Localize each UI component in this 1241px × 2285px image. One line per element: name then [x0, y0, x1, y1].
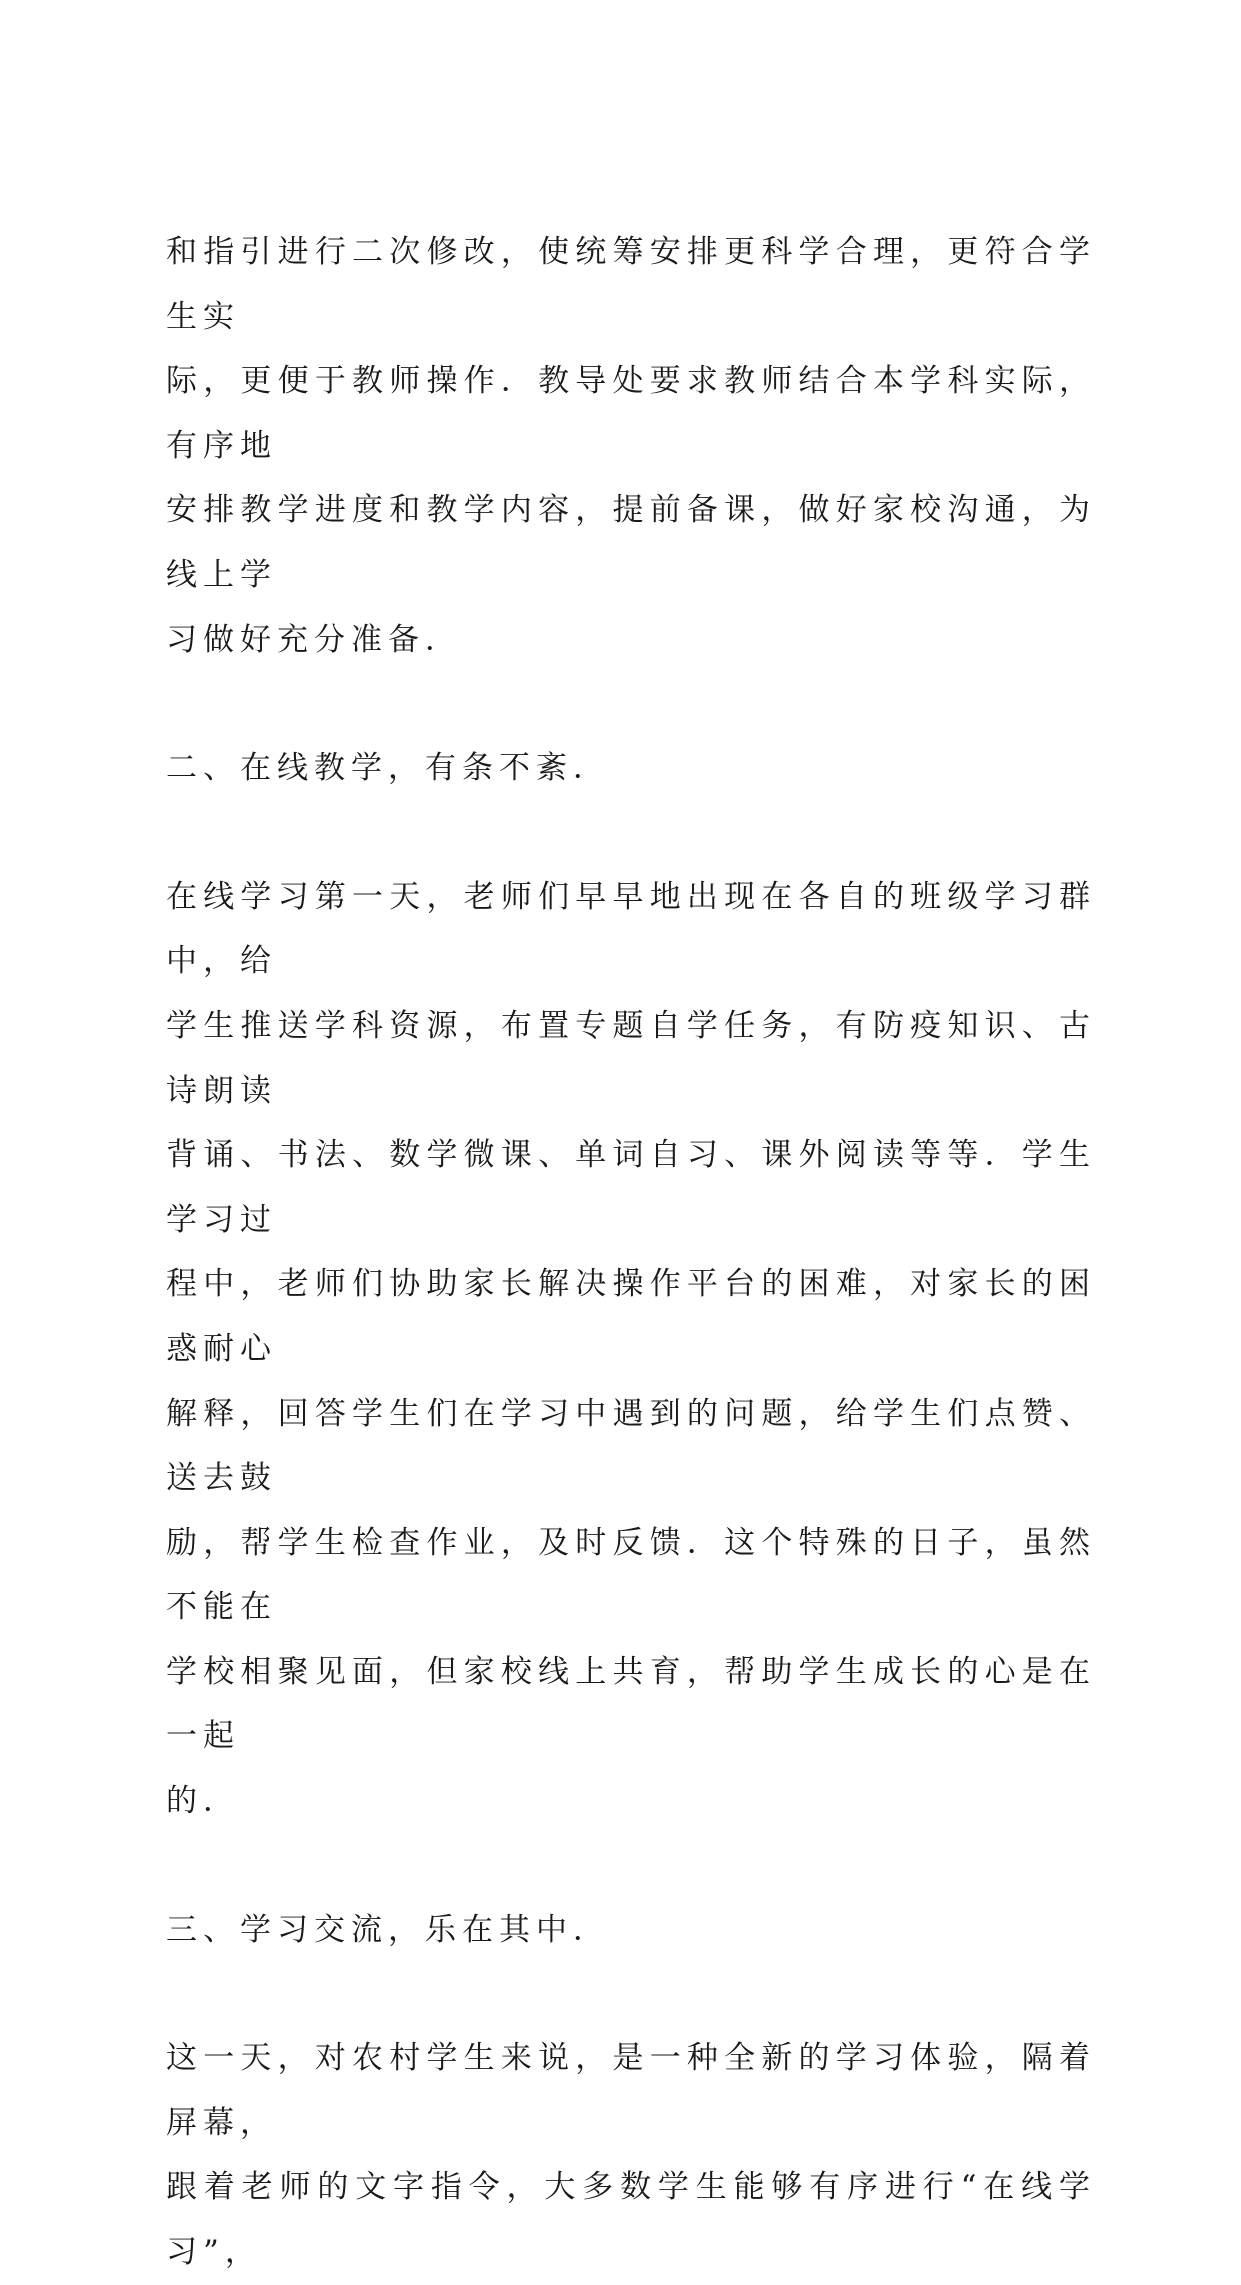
paragraph-learning-exchange	[166, 2026, 1096, 2284]
text-line: 学校相聚见面，但家校线上共育，帮助学生成长的心是在一起	[166, 1653, 1096, 1755]
paragraph-gap	[166, 672, 1096, 736]
paragraph-continuation	[166, 220, 1096, 672]
section-heading-2: 二、在线教学，有条不紊．	[166, 750, 610, 787]
text-line: 习做好充分准备．	[166, 621, 462, 658]
paragraph-online-teaching	[166, 865, 1096, 1834]
text-line: 际，更便于教师操作．教导处要求教师结合本学科实际，有序地	[166, 363, 1096, 464]
text-line: 跟着老师的文字指令，大多数学生能够有序进行“在线学习”，	[166, 2169, 1096, 2271]
paragraph-gap	[166, 801, 1096, 865]
text-line: 程中，老师们协助家长解决操作平台的困难，对家长的困惑耐心	[166, 1266, 1096, 1367]
text-line: 的．	[166, 1783, 240, 1820]
text-line: 和指引进行二次修改，使统筹安排更科学合理，更符合学生实	[166, 234, 1096, 335]
text-line: 背诵、书法、数学微课、单词自习、课外阅读等等．学生学习过	[166, 1137, 1096, 1238]
text-line: 学生推送学科资源，布置专题自学任务，有防疫知识、古诗朗读	[166, 1007, 1096, 1109]
text-line: 这一天，对农村学生来说，是一种全新的学习体验，隔着屏幕，	[166, 2040, 1096, 2141]
text-line: 励，帮学生检查作业，及时反馈．这个特殊的日子，虽然不能在	[166, 1524, 1096, 1626]
paragraph-gap	[166, 1962, 1096, 2026]
section-heading-3: 三、学习交流，乐在其中．	[166, 1911, 610, 1948]
text-line: 在线学习第一天，老师们早早地出现在各自的班级学习群中，给	[166, 878, 1096, 980]
text-line: 安排教学进度和教学内容，提前备课，做好家校沟通，为线上学	[166, 492, 1096, 593]
paragraph-gap	[166, 1834, 1096, 1898]
text-line: 解释，回答学生们在学习中遇到的问题，给学生们点赞、送去鼓	[166, 1395, 1096, 1497]
document-page	[166, 220, 1096, 2285]
